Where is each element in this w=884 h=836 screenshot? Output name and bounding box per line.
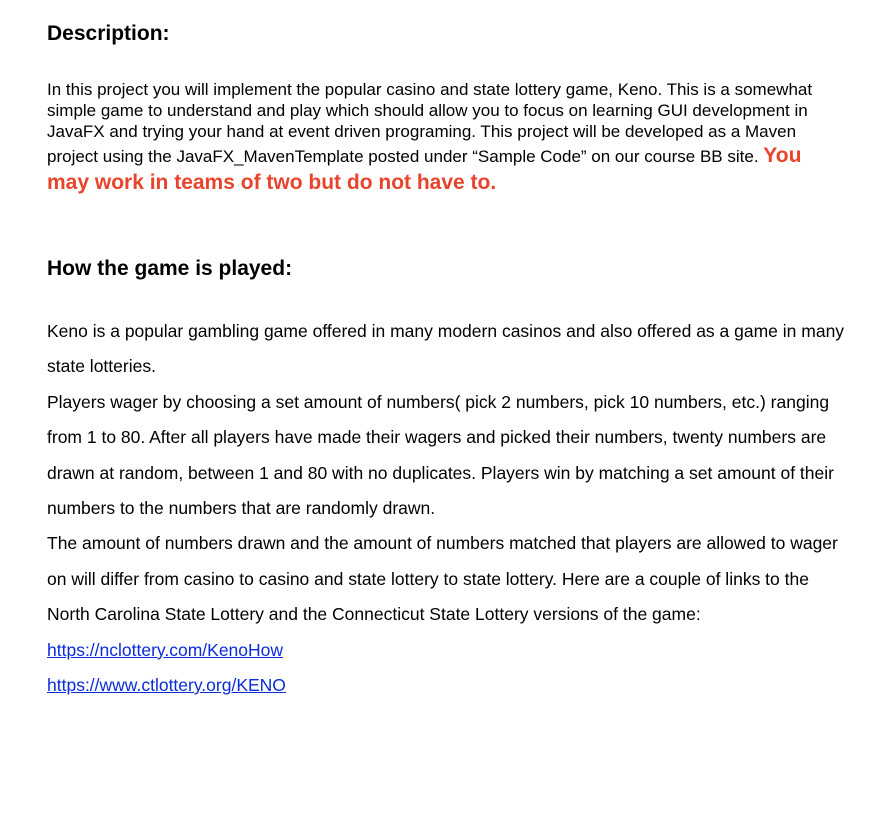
paragraph-intro: Keno is a popular gambling game offered in many modern casinos and also offered as a game in many state lotteries. [47, 321, 845, 377]
description-text: In this project you will implement the popular casino and state lottery game, Keno. This is a somewhat simple game to understand and play which should allow you to focus on learning GUI development in JavaFX and trying your hand at event driven programing. This project will be developed as a Maven project using the JavaFX_MavenTemplate posted under “Sample Code” on our course BB site. [47, 80, 813, 166]
paragraph-wagering: Players wager by choosing a set amount of numbers( pick 2 numbers, pick 10 numbers, etc.) ranging from 1 to 80. After all players have made their wagers and picked their numbers, twenty numbers are drawn at random, between 1 and 80 with no duplicates. Players win by matching a set amount of their numbers to the numbers that are randomly drawn. [47, 391, 834, 519]
teams-note: You may work in teams of two but do not have to. [47, 144, 802, 194]
paragraph-variations: The amount of numbers drawn and the amount of numbers matched that players are allowed to wager on will differ from casino to casino and state lottery to state lottery. Here are a couple of links to the North Carolina State Lottery and the Connecticut State Lottery versions of the game: [47, 533, 838, 625]
nc-lottery-link[interactable]: https://nclottery.com/KenoHow [47, 639, 284, 660]
how-to-play-heading: How the game is played: [47, 257, 293, 280]
description-heading: Description: [47, 22, 170, 45]
ct-lottery-link[interactable]: https://www.ctlottery.org/KENO [47, 675, 286, 696]
description-paragraph [47, 79, 839, 196]
how-to-play-body [47, 314, 847, 703]
